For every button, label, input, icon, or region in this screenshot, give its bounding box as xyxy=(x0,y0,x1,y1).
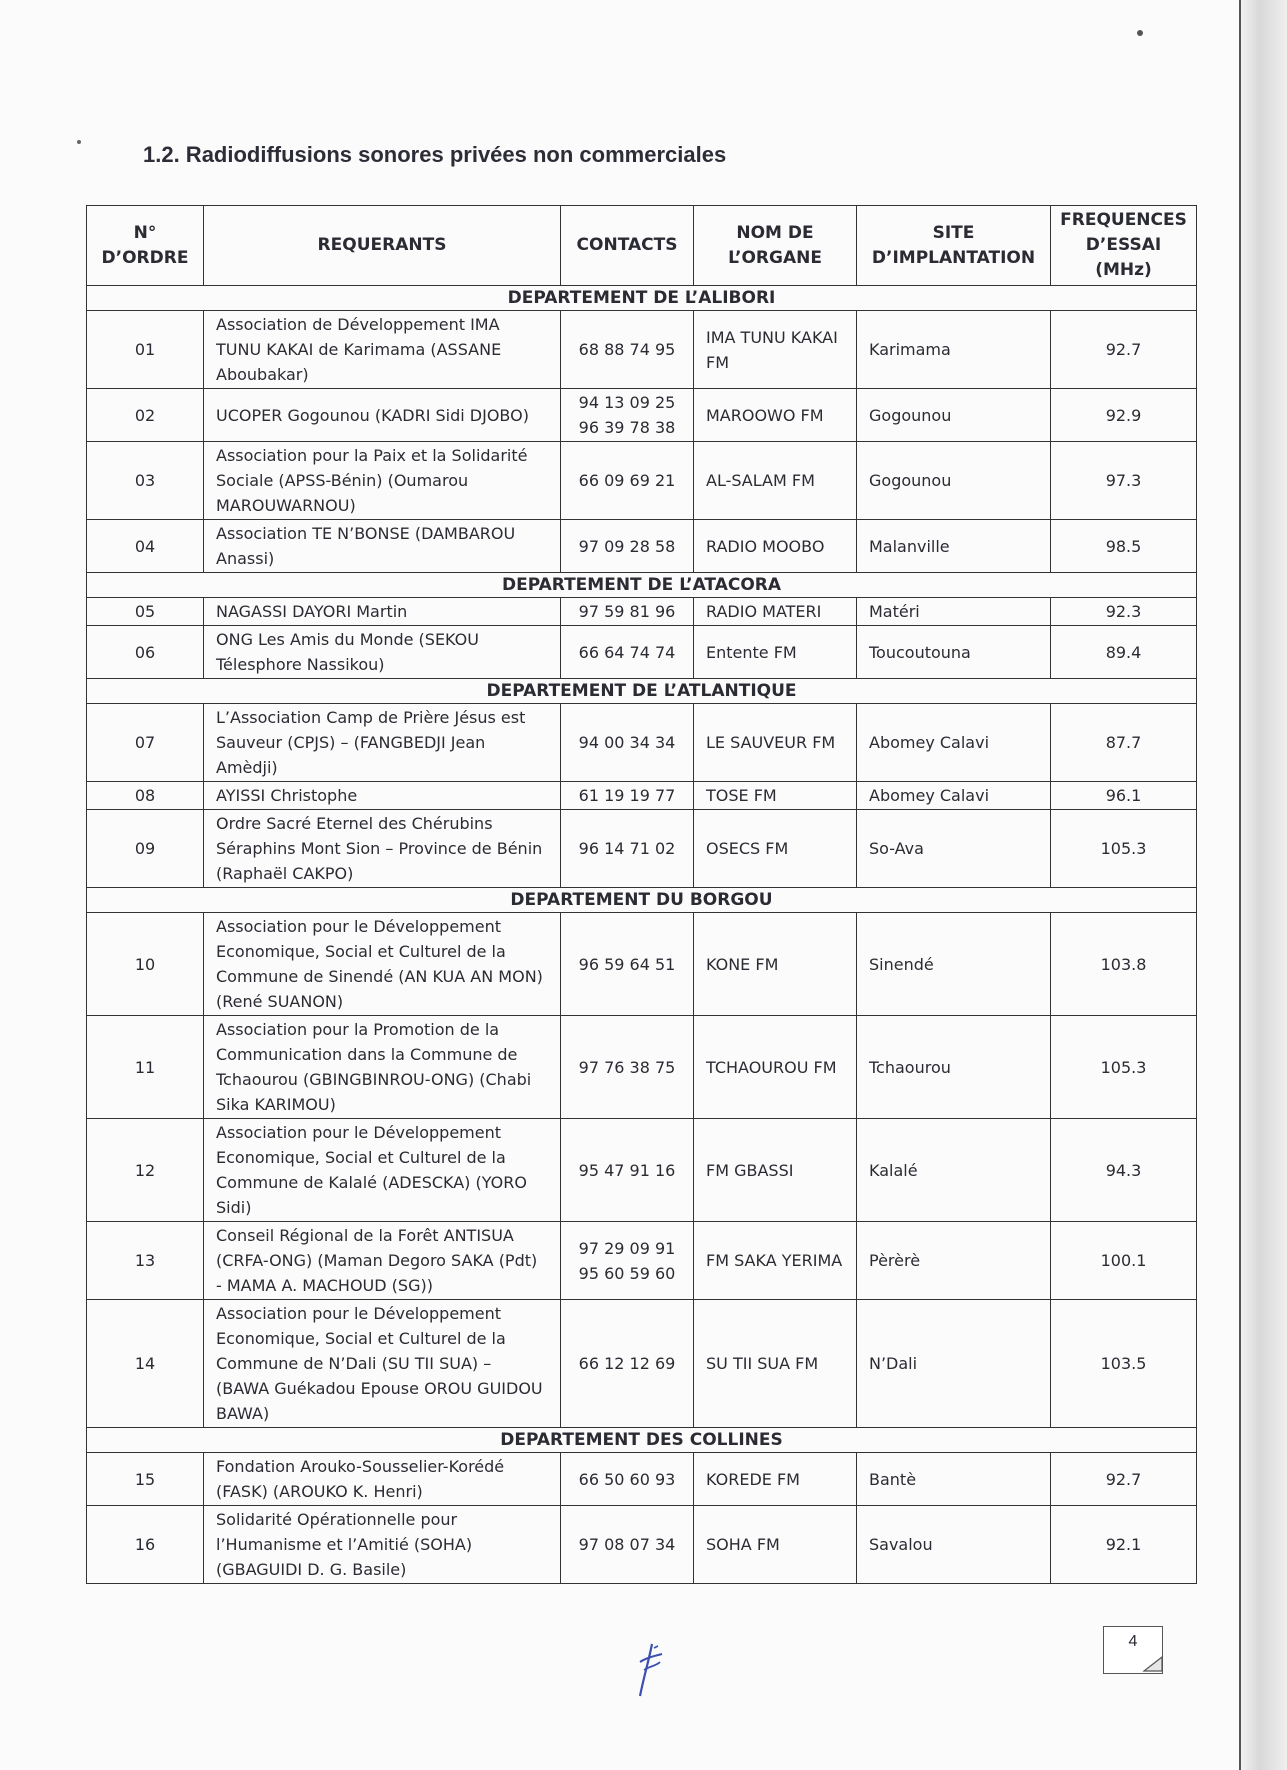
cell-site: Pèrèrè xyxy=(857,1222,1051,1300)
department-name: DEPARTEMENT DE L’ATLANTIQUE xyxy=(87,679,1197,704)
cell-frequence: 100.1 xyxy=(1051,1222,1197,1300)
page-corner-fold-icon xyxy=(1142,1655,1164,1673)
cell-requerant: Association TE N’BONSE (DAMBAROU Anassi) xyxy=(204,520,561,573)
cell-site: Malanville xyxy=(857,520,1051,573)
cell-frequence: 103.5 xyxy=(1051,1300,1197,1428)
cell-organe: FM SAKA YERIMA xyxy=(694,1222,857,1300)
cell-requerant: Association pour la Promotion de la Communication dans la Commune de Tchaourou (GBINGBINROU-ONG) (Chabi Sika KARIMOU) xyxy=(204,1016,561,1119)
cell-site: Gogounou xyxy=(857,442,1051,520)
cell-frequence: 103.8 xyxy=(1051,913,1197,1016)
table-row xyxy=(87,1016,1197,1119)
cell-frequence: 94.3 xyxy=(1051,1119,1197,1222)
cell-contacts: 95 47 91 16 xyxy=(561,1119,694,1222)
table-row xyxy=(87,1506,1197,1584)
table-row xyxy=(87,782,1197,810)
cell-frequence: 92.9 xyxy=(1051,389,1197,442)
cell-requerant: Solidarité Opérationnelle pour l’Humanisme et l’Amitié (SOHA) (GBAGUIDI D. G. Basile) xyxy=(204,1506,561,1584)
table-row xyxy=(87,913,1197,1016)
cell-site: Savalou xyxy=(857,1506,1051,1584)
cell-order: 14 xyxy=(87,1300,204,1428)
department-name: DEPARTEMENT DU BORGOU xyxy=(87,888,1197,913)
cell-site: Matéri xyxy=(857,598,1051,626)
header-order: N° D’ORDRE xyxy=(87,206,204,286)
scan-speck xyxy=(76,138,82,146)
scan-page-edge xyxy=(1239,0,1287,1770)
table-body xyxy=(87,286,1197,1584)
cell-contacts: 94 13 09 25 96 39 78 38 xyxy=(561,389,694,442)
table-row xyxy=(87,704,1197,782)
cell-organe: FM GBASSI xyxy=(694,1119,857,1222)
cell-organe: Entente FM xyxy=(694,626,857,679)
cell-contacts: 97 29 09 91 95 60 59 60 xyxy=(561,1222,694,1300)
cell-frequence: 105.3 xyxy=(1051,1016,1197,1119)
cell-site: Bantè xyxy=(857,1453,1051,1506)
cell-requerant: Ordre Sacré Eternel des Chérubins Séraphins Mont Sion – Province de Bénin (Raphaël CAKPO) xyxy=(204,810,561,888)
table-row xyxy=(87,311,1197,389)
table-row xyxy=(87,598,1197,626)
cell-site: Sinendé xyxy=(857,913,1051,1016)
section-title: 1.2. Radiodiffusions sonores privées non commerciales xyxy=(143,142,727,167)
cell-requerant: Association pour le Développement Economique, Social et Culturel de la Commune de N’Dali (SU TII SUA) – (BAWA Guékadou Epouse OROU GUIDOU BAWA) xyxy=(204,1300,561,1428)
cell-organe: KONE FM xyxy=(694,913,857,1016)
cell-site: Toucoutouna xyxy=(857,626,1051,679)
cell-contacts: 68 88 74 95 xyxy=(561,311,694,389)
cell-organe: RADIO MATERI xyxy=(694,598,857,626)
cell-site: So-Ava xyxy=(857,810,1051,888)
table-row xyxy=(87,1222,1197,1300)
cell-requerant: UCOPER Gogounou (KADRI Sidi DJOBO) xyxy=(204,389,561,442)
cell-contacts: 66 64 74 74 xyxy=(561,626,694,679)
cell-order: 03 xyxy=(87,442,204,520)
page-number: 4 xyxy=(1128,1633,1138,1650)
cell-organe: TCHAOUROU FM xyxy=(694,1016,857,1119)
table-row xyxy=(87,389,1197,442)
cell-order: 04 xyxy=(87,520,204,573)
cell-organe: LE SAUVEUR FM xyxy=(694,704,857,782)
cell-frequence: 96.1 xyxy=(1051,782,1197,810)
cell-frequence: 97.3 xyxy=(1051,442,1197,520)
cell-requerant: Association pour le Développement Economique, Social et Culturel de la Commune de Sinendé (AN KUA AN MON) (René SUANON) xyxy=(204,913,561,1016)
header-frequences: FREQUENCES D’ESSAI (MHz) xyxy=(1051,206,1197,286)
cell-requerant: Fondation Arouko-Sousselier-Korédé (FASK) (AROUKO K. Henri) xyxy=(204,1453,561,1506)
department-name: DEPARTEMENT DE L’ATACORA xyxy=(87,573,1197,598)
department-name: DEPARTEMENT DES COLLINES xyxy=(87,1428,1197,1453)
header-site: SITE D’IMPLANTATION xyxy=(857,206,1051,286)
cell-organe: RADIO MOOBO xyxy=(694,520,857,573)
table-row xyxy=(87,442,1197,520)
cell-organe: AL-SALAM FM xyxy=(694,442,857,520)
cell-organe: SOHA FM xyxy=(694,1506,857,1584)
cell-site: Gogounou xyxy=(857,389,1051,442)
cell-requerant: Conseil Régional de la Forêt ANTISUA (CRFA-ONG) (Maman Degoro SAKA (Pdt) - MAMA A. MACHOUD (SG)) xyxy=(204,1222,561,1300)
cell-requerant: L’Association Camp de Prière Jésus est Sauveur (CPJS) – (FANGBEDJI Jean Amèdji) xyxy=(204,704,561,782)
cell-order: 15 xyxy=(87,1453,204,1506)
cell-order: 11 xyxy=(87,1016,204,1119)
cell-contacts: 66 12 12 69 xyxy=(561,1300,694,1428)
cell-organe: IMA TUNU KAKAI FM xyxy=(694,311,857,389)
cell-contacts: 66 09 69 21 xyxy=(561,442,694,520)
cell-site: Abomey Calavi xyxy=(857,704,1051,782)
table-row xyxy=(87,520,1197,573)
cell-requerant: Association pour la Paix et la Solidarité Sociale (APSS-Bénin) (Oumarou MAROUWARNOU) xyxy=(204,442,561,520)
cell-contacts: 61 19 19 77 xyxy=(561,782,694,810)
cell-requerant: Association de Développement IMA TUNU KAKAI de Karimama (ASSANE Aboubakar) xyxy=(204,311,561,389)
cell-requerant: Association pour le Développement Economique, Social et Culturel de la Commune de Kalalé (ADESCKA) (YORO Sidi) xyxy=(204,1119,561,1222)
department-row xyxy=(87,1428,1197,1453)
cell-organe: SU TII SUA FM xyxy=(694,1300,857,1428)
department-row xyxy=(87,679,1197,704)
department-row xyxy=(87,573,1197,598)
cell-contacts: 97 09 28 58 xyxy=(561,520,694,573)
cell-order: 06 xyxy=(87,626,204,679)
table-row xyxy=(87,1300,1197,1428)
registry-table xyxy=(86,205,1197,1584)
cell-organe: OSECS FM xyxy=(694,810,857,888)
page-number-box xyxy=(1103,1626,1163,1674)
cell-order: 05 xyxy=(87,598,204,626)
cell-organe: KOREDE FM xyxy=(694,1453,857,1506)
cell-frequence: 92.1 xyxy=(1051,1506,1197,1584)
cell-frequence: 98.5 xyxy=(1051,520,1197,573)
cell-order: 16 xyxy=(87,1506,204,1584)
cell-contacts: 97 59 81 96 xyxy=(561,598,694,626)
cell-requerant: ONG Les Amis du Monde (SEKOU Télesphore Nassikou) xyxy=(204,626,561,679)
cell-requerant: NAGASSI DAYORI Martin xyxy=(204,598,561,626)
cell-frequence: 92.7 xyxy=(1051,1453,1197,1506)
table-row xyxy=(87,1119,1197,1222)
cell-site: Kalalé xyxy=(857,1119,1051,1222)
cell-organe: MAROOWO FM xyxy=(694,389,857,442)
cell-organe: TOSE FM xyxy=(694,782,857,810)
cell-order: 13 xyxy=(87,1222,204,1300)
department-row xyxy=(87,286,1197,311)
cell-contacts: 66 50 60 93 xyxy=(561,1453,694,1506)
cell-frequence: 92.3 xyxy=(1051,598,1197,626)
cell-site: N’Dali xyxy=(857,1300,1051,1428)
cell-order: 01 xyxy=(87,311,204,389)
cell-frequence: 105.3 xyxy=(1051,810,1197,888)
cell-order: 02 xyxy=(87,389,204,442)
cell-contacts: 96 14 71 02 xyxy=(561,810,694,888)
cell-contacts: 94 00 34 34 xyxy=(561,704,694,782)
cell-contacts: 97 08 07 34 xyxy=(561,1506,694,1584)
cell-order: 12 xyxy=(87,1119,204,1222)
table-row xyxy=(87,626,1197,679)
cell-frequence: 89.4 xyxy=(1051,626,1197,679)
table-row xyxy=(87,810,1197,888)
header-requerants: REQUERANTS xyxy=(204,206,561,286)
table-row xyxy=(87,1453,1197,1506)
cell-order: 09 xyxy=(87,810,204,888)
header-contacts: CONTACTS xyxy=(561,206,694,286)
header-organe: NOM DE L’ORGANE xyxy=(694,206,857,286)
cell-contacts: 96 59 64 51 xyxy=(561,913,694,1016)
signature-mark xyxy=(630,1640,670,1705)
cell-site: Abomey Calavi xyxy=(857,782,1051,810)
department-row xyxy=(87,888,1197,913)
cell-frequence: 87.7 xyxy=(1051,704,1197,782)
cell-order: 07 xyxy=(87,704,204,782)
department-name: DEPARTEMENT DE L’ALIBORI xyxy=(87,286,1197,311)
scan-speck xyxy=(1136,28,1144,38)
cell-site: Karimama xyxy=(857,311,1051,389)
cell-contacts: 97 76 38 75 xyxy=(561,1016,694,1119)
table-header-row xyxy=(87,206,1197,286)
cell-order: 08 xyxy=(87,782,204,810)
cell-frequence: 92.7 xyxy=(1051,311,1197,389)
cell-requerant: AYISSI Christophe xyxy=(204,782,561,810)
cell-site: Tchaourou xyxy=(857,1016,1051,1119)
cell-order: 10 xyxy=(87,913,204,1016)
